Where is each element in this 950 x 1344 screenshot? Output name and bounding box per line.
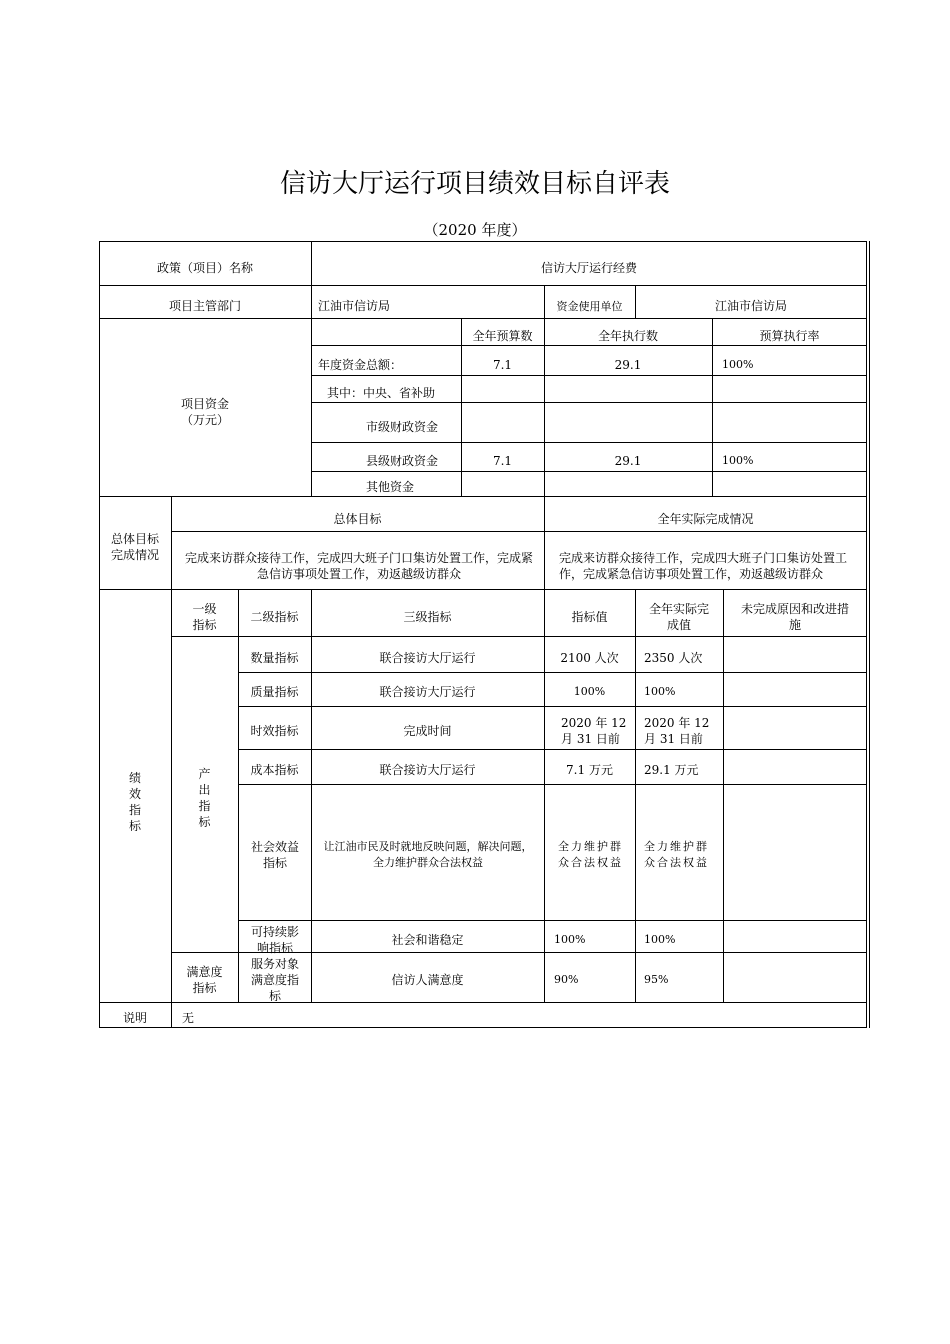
row-rule: [311, 402, 867, 403]
indicator-l2: 社会效益指标: [250, 840, 299, 870]
indicator-actual: 100%: [644, 685, 676, 698]
goal-label-line2: 完成情况: [110, 548, 159, 562]
indicator-l2: 可持续影响指标: [250, 925, 299, 955]
col-rule: [171, 496, 172, 1028]
satisfaction-label-b: 指标: [192, 981, 217, 995]
actual-text: 完成来访群众接待工作，完成四大班子门口集访处置工作，完成紧急信访事项处置工作，劝返越级访群众: [559, 551, 848, 581]
indicator-target: 全力维护群众合法权益: [558, 840, 623, 869]
indicator-target: 7.1 万元: [566, 763, 613, 777]
lvl1-header-b: 指标: [192, 618, 217, 632]
year-subtitle: （2020 年度）: [423, 221, 527, 239]
row-rule: [238, 706, 867, 707]
target-header: 指标值: [571, 610, 608, 624]
indicator-l3: 完成时间: [403, 724, 452, 738]
indicator-l3: 联合接访大厅运行: [379, 651, 476, 665]
actual-value-header-b: 成值: [666, 618, 691, 632]
row-rule: [238, 920, 867, 921]
col-exec-header: 全年执行数: [597, 329, 658, 343]
row-rule: [171, 531, 867, 532]
other-funds-label: 其他资金: [366, 480, 415, 494]
row-rule: [238, 749, 867, 750]
reason-header-a: 未完成原因和改进措: [740, 602, 849, 616]
row-rule: [171, 636, 867, 637]
table-edge-line: [869, 241, 870, 1028]
user-unit-value: 江油市信访局: [714, 299, 787, 313]
lvl1-header-a: 一级: [192, 602, 217, 616]
row-rule: [99, 285, 867, 286]
indicator-actual: 2020 年 12 月 31 日前: [644, 716, 710, 746]
county-budget-value: 7.1: [492, 454, 513, 468]
total-budget-value: 7.1: [492, 358, 513, 372]
county-exec-value: 29.1: [614, 454, 642, 468]
goal-label-line1: 总体目标: [110, 532, 159, 546]
actual-value-header-a: 全年实际完: [648, 602, 709, 616]
row-rule: [99, 496, 867, 497]
goal-text: 完成来访群众接待工作，完成四大班子门口集访处置工作，完成紧急信访事项处置工作，劝返越级访群众: [184, 551, 533, 581]
indicator-actual: 95%: [644, 973, 669, 986]
indicator-actual: 100%: [644, 933, 676, 946]
indicator-l2: 服务对象满意度指标: [250, 957, 299, 1003]
perf-indicator-label: 绩 效 指 标: [128, 771, 141, 833]
row-rule: [311, 471, 867, 472]
col-rule: [723, 589, 724, 1002]
indicator-actual: 2350 人次: [644, 651, 703, 665]
lvl2-header: 二级指标: [250, 610, 299, 624]
indicator-l3: 社会和谐稳定: [391, 933, 464, 947]
total-rate-value: 100%: [722, 358, 754, 371]
row-rule: [99, 318, 867, 319]
col-rule: [635, 589, 636, 1002]
output-indicator-label: 产 出 指 标: [198, 767, 211, 829]
row-rule: [311, 442, 867, 443]
indicator-l3: 联合接访大厅运行: [379, 685, 476, 699]
indicator-l3: 让江油市民及时就地反映问题，解决问题，全力维护群众合法权益: [323, 840, 533, 869]
indicator-target: 100%: [554, 933, 586, 946]
funds-unit-label: （万元）: [180, 413, 229, 427]
indicator-l2: 成本指标: [250, 763, 299, 777]
indicator-l2: 时效指标: [250, 724, 299, 738]
central-funds-label: 其中：中央、省补助: [327, 386, 436, 400]
actual-header: 全年实际完成情况: [657, 512, 754, 526]
col-rule: [461, 318, 462, 496]
page-title: 信访大厅运行项目绩效目标自评表: [279, 169, 670, 199]
row-rule: [238, 784, 867, 785]
row-rule: [99, 589, 867, 590]
col-rule: [544, 496, 545, 589]
indicator-l3: 信访人满意度: [391, 973, 464, 987]
col-rate-header: 预算执行率: [759, 329, 820, 343]
lvl3-header: 三级指标: [403, 610, 452, 624]
total-exec-value: 29.1: [614, 358, 642, 372]
indicator-actual: 29.1 万元: [644, 763, 699, 777]
indicator-target: 2100 人次: [560, 651, 619, 665]
reason-header-b: 施: [788, 618, 801, 632]
col-rule: [311, 241, 312, 496]
indicator-target: 90%: [554, 973, 579, 986]
note-value: 无: [182, 1011, 195, 1025]
indicator-target: 100%: [573, 685, 606, 698]
user-unit-label: 资金使用单位: [556, 300, 623, 313]
dept-value: 江油市信访局: [318, 299, 391, 313]
county-rate-value: 100%: [722, 454, 754, 467]
city-funds-label: 市级财政资金: [366, 420, 439, 434]
row-rule: [311, 375, 867, 376]
satisfaction-label-a: 满意度: [186, 965, 223, 979]
row-rule: [99, 1002, 867, 1003]
col-rule: [712, 318, 713, 496]
indicator-l2: 数量指标: [250, 651, 299, 665]
funds-label: 项目资金: [180, 397, 229, 411]
row-rule: [311, 345, 867, 346]
indicator-target: 2020 年 12 月 31 日前: [561, 716, 627, 746]
note-label: 说明: [122, 1011, 147, 1025]
goal-header: 总体目标: [333, 512, 382, 526]
county-funds-label: 县级财政资金: [366, 454, 439, 468]
project-name-label: 政策（项目）名称: [156, 261, 253, 275]
total-funds-label: 年度资金总额：: [318, 358, 403, 372]
row-rule: [238, 672, 867, 673]
project-name-value: 信访大厅运行经费: [540, 261, 637, 275]
col-rule: [544, 318, 545, 496]
col-budget-header: 全年预算数: [472, 329, 533, 343]
indicator-l3: 联合接访大厅运行: [379, 763, 476, 777]
indicator-actual: 全力维护群众合法权益: [644, 840, 709, 869]
indicator-l2: 质量指标: [250, 685, 299, 699]
dept-label: 项目主管部门: [168, 299, 241, 313]
